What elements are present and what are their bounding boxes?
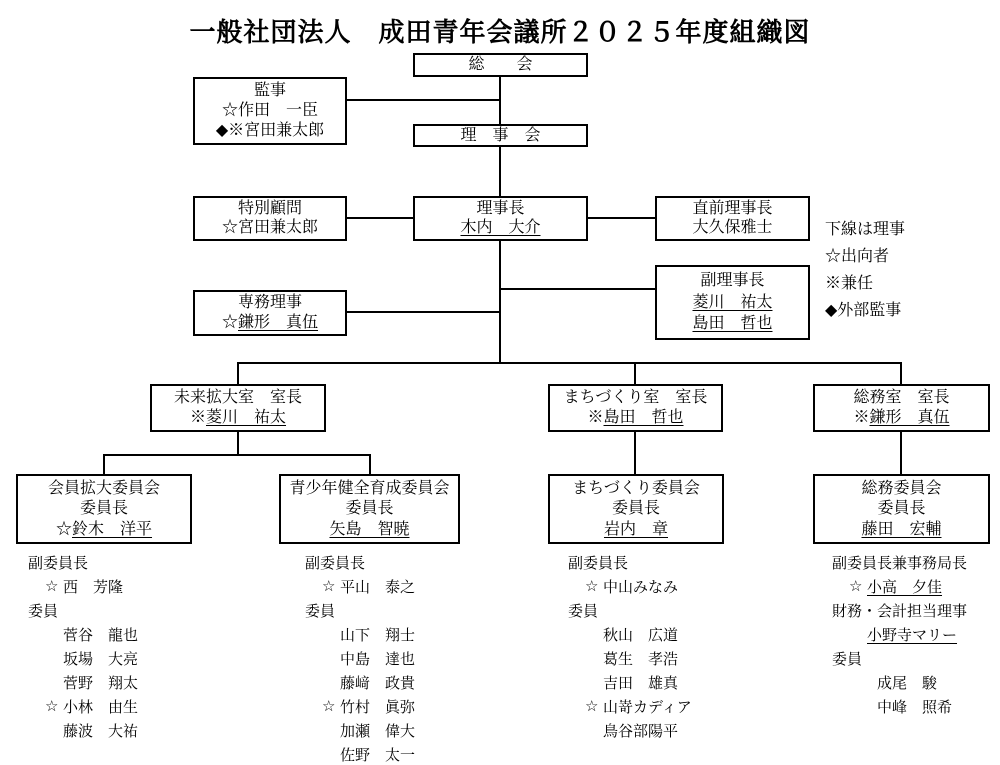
person-name: 鎌形 真伍 [869,409,950,426]
person-name: 矢島 智暁 [329,520,410,538]
org-box-immediate-past-chairman [655,196,810,241]
member-list-membership-expansion [28,550,138,742]
person-line [692,295,772,311]
org-box-executive-director [193,290,347,336]
list-header: 副委員長 [568,555,629,572]
page-title: 一般社団法人 成田青年会議所２０２５年度組織図 [189,18,811,47]
person-name: 山嵜カディア [603,699,692,716]
marker-prefix: ☆ [585,698,599,715]
marker-prefix: ☆ [322,578,336,595]
org-box-general-affairs-committee [813,474,990,544]
list-member [568,646,692,670]
connector [347,217,413,219]
person-name: 鈴木 洋平 [72,520,153,538]
org-box-youth-development-committee [279,474,460,544]
list-header: 副委員長 [28,555,89,572]
list-member [305,694,415,718]
person-name: 鎌形 真伍 [238,313,319,331]
connector [499,288,655,290]
person-name: 山下 翔士 [340,627,416,644]
marker-prefix: ☆ [849,578,863,595]
legend-item: ◆外部監事 [825,302,902,319]
org-box-general-assembly [413,53,588,77]
box-subtitle: 委員長 [79,500,128,517]
list-member [305,670,415,694]
connector [347,311,501,313]
box-title: 総務委員会 [861,479,942,497]
person-name: 成尾 駿 [877,675,938,692]
connector [499,147,501,196]
org-box-future-expansion-office [150,384,326,432]
person-line [604,522,668,538]
list-member [832,574,967,598]
person-name: 佐野 太一 [340,747,416,764]
box-title: 直前理事長 [692,200,773,217]
person-name: 大久保雅士 [692,219,773,236]
list-member [832,622,967,646]
connector [588,217,655,219]
marker-prefix: ☆ [221,313,238,331]
box-title: 理 事 会 [460,126,541,144]
list-member [568,622,692,646]
list-member [305,574,415,598]
person-name: 藤波 大祐 [63,723,139,740]
marker-prefix: ☆ [221,102,238,119]
list-member [568,670,692,694]
list-member [832,694,967,718]
person-name: 作田 一臣 [238,102,319,119]
person-name: 中峰 照希 [877,699,953,716]
connector [499,241,501,364]
person-name: 小林 由生 [63,699,139,716]
person-name: 宮田兼太郎 [238,219,319,236]
list-member [28,718,138,742]
list-header: 副委員長兼事務局長 [832,555,968,572]
member-list-youth-development [305,550,415,765]
box-title: 総務室 室長 [853,389,950,406]
list-member [568,718,692,742]
box-title: 専務理事 [237,294,302,312]
list-member [568,574,692,598]
person-line [222,220,318,236]
list-header: 委員 [28,603,59,620]
list-header: 財務・会計担当理事 [832,603,968,620]
person-name: 平山 泰之 [340,579,416,596]
marker-prefix: ☆ [55,520,72,538]
org-box-board-of-directors [413,124,588,147]
box-subtitle: 委員長 [611,500,660,517]
person-name: 菅谷 龍也 [63,627,139,644]
box-subtitle: 委員長 [877,500,926,517]
person-line [329,522,409,538]
connector [900,362,902,384]
box-title: まちづくり委員会 [572,479,700,497]
person-name: 加瀬 偉大 [340,723,416,740]
box-title: 副理事長 [700,271,765,289]
marker-prefix: ☆ [322,698,336,715]
marker-prefix: ※ [587,409,604,426]
person-line [216,123,324,139]
person-name: 藤田 宏輔 [861,520,942,538]
person-name: 島田 哲也 [603,409,684,426]
marker-prefix: ◆※ [215,122,245,139]
person-name: 西 芳隆 [63,579,124,596]
connector [369,454,371,474]
connector [103,454,371,456]
connector [237,362,902,364]
legend-item: ☆出向者 [825,248,890,265]
org-box-special-advisor [193,196,347,241]
list-member [305,646,415,670]
box-subtitle: 委員長 [345,500,394,517]
list-member [28,670,138,694]
box-title: 総 会 [468,56,533,73]
person-name: 小野寺マリー [867,627,958,644]
person-line [861,522,941,538]
person-line [190,410,286,426]
person-name: 吉田 雄真 [603,675,679,692]
person-line [56,522,152,538]
org-box-auditors [193,77,347,145]
person-line [222,315,318,331]
legend-item: ※兼任 [825,275,874,292]
box-title: 未来拡大室 室長 [173,389,302,406]
person-name: 鳥谷部陽平 [603,723,679,740]
org-box-machizukuri-committee [548,474,724,544]
box-title: まちづくり室 室長 [563,389,708,406]
list-member [568,694,692,718]
person-name: 中山みなみ [603,579,679,596]
list-member [28,646,138,670]
org-box-machizukuri-office [548,384,723,432]
person-line [460,220,540,236]
person-name: 木内 大介 [460,219,541,236]
box-title: 特別顧問 [237,200,302,217]
list-member [305,622,415,646]
person-name: 菱川 祐太 [206,409,287,426]
person-name: 坂場 大亮 [63,651,139,668]
list-header: 委員 [305,603,336,620]
member-list-machizukuri [568,550,692,742]
connector [634,432,636,474]
list-member [28,694,138,718]
list-header: 副委員長 [305,555,366,572]
person-name: 菅野 翔太 [63,675,139,692]
list-member [28,622,138,646]
person-name: 竹村 眞弥 [340,699,416,716]
person-name: 葛生 孝浩 [603,651,679,668]
box-title: 理事長 [476,200,525,217]
list-member [305,742,415,765]
marker-prefix: ☆ [45,698,59,715]
person-line [587,410,683,426]
list-member [832,670,967,694]
person-name: 菱川 祐太 [692,293,773,311]
connector [900,432,902,474]
person-name: 島田 哲也 [692,315,773,333]
person-name: 小高 夕佳 [867,579,943,596]
person-line [222,103,318,119]
marker-prefix: ☆ [585,578,599,595]
marker-prefix: ☆ [221,219,238,236]
org-box-membership-expansion-committee [16,474,192,544]
list-header: 委員 [568,603,599,620]
org-box-general-affairs-office [813,384,990,432]
person-line [692,220,772,236]
box-title: 青少年健全育成委員会 [289,479,450,497]
connector [237,432,239,455]
person-name: 岩内 章 [603,520,668,538]
list-member [28,574,138,598]
org-box-chairman [413,196,588,241]
connector [499,76,501,126]
person-name: 中島 達也 [340,651,416,668]
list-header: 委員 [832,651,863,668]
list-member [305,718,415,742]
connector [237,362,239,384]
person-name: 秋山 広道 [603,627,679,644]
box-title: 監事 [253,82,286,99]
person-line [853,410,949,426]
marker-prefix: ※ [189,409,206,426]
connector [634,362,636,384]
person-line [692,316,772,332]
marker-prefix: ☆ [45,578,59,595]
box-title: 会員拡大委員会 [47,479,160,497]
marker-prefix: ※ [853,409,870,426]
org-box-vice-chairman [655,265,810,340]
connector [347,99,501,101]
member-list-general-affairs [832,550,967,718]
person-name: 宮田兼太郎 [244,122,325,139]
person-name: 藤﨑 政貴 [340,675,416,692]
legend [825,216,905,324]
connector [103,454,105,474]
legend-item: 下線は理事 [825,221,906,238]
